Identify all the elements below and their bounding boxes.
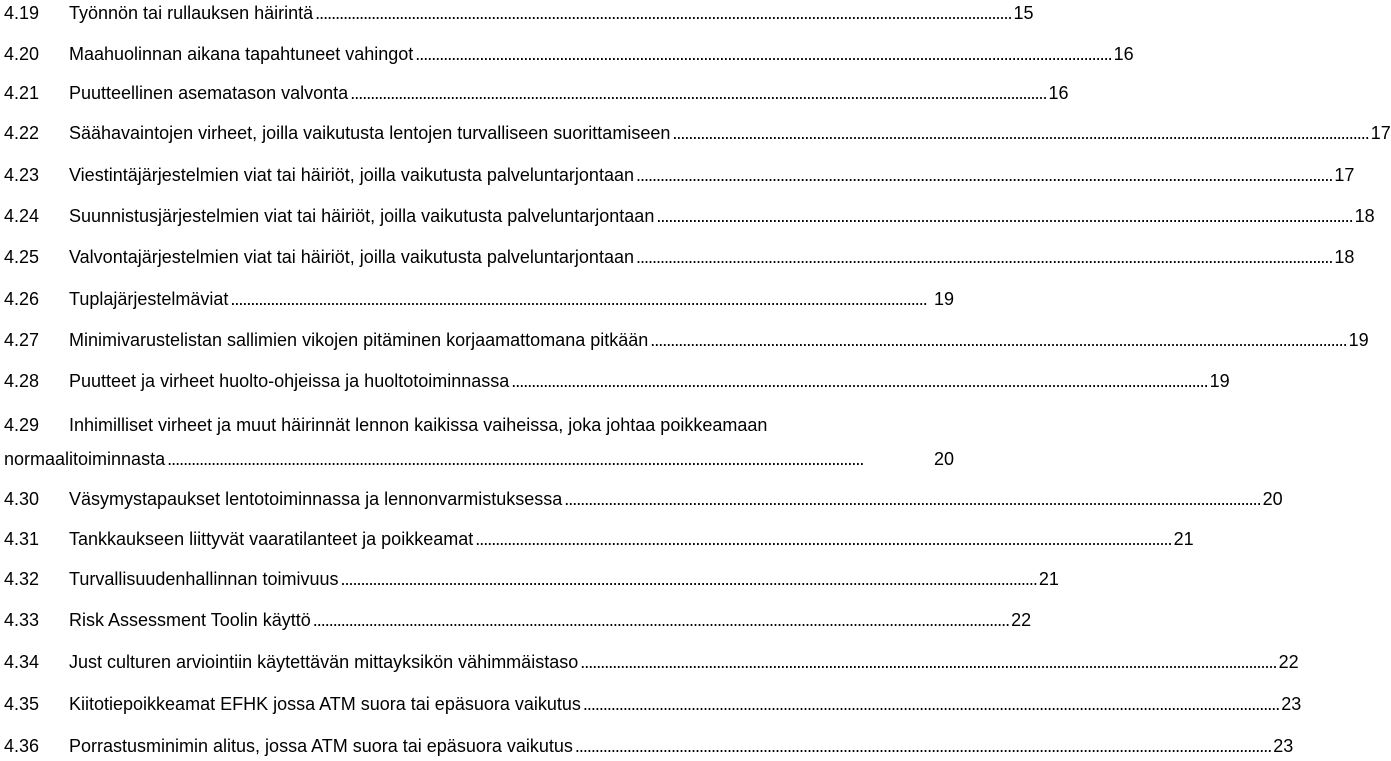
toc-entry-number: 4.28: [4, 371, 40, 391]
toc-entry-page: 15: [1013, 3, 1034, 23]
toc-entry-title-continued[interactable]: normaalitoiminnasta: [4, 449, 166, 469]
toc-entry[interactable]: [0, 122, 1391, 144]
toc-entry[interactable]: [0, 164, 1355, 186]
toc-entry-page: 19: [1348, 330, 1369, 350]
toc-entry-number: 4.26: [4, 289, 40, 309]
toc-entry[interactable]: [0, 288, 960, 310]
toc-entry-number: 4.30: [4, 489, 40, 509]
toc-entry-title[interactable]: Väsymystapaukset lentotoiminnassa ja lennonvarmistuksessa: [69, 489, 563, 509]
toc-entry-title[interactable]: Kiitotiepoikkeamat EFHK jossa ATM suora tai epäsuora vaikutus: [69, 694, 581, 714]
toc-entry[interactable]: [0, 609, 1032, 631]
toc-entry[interactable]: [0, 2, 1034, 24]
toc-entry-title[interactable]: Puutteellinen asematason valvonta: [69, 83, 349, 103]
toc-entry[interactable]: [0, 82, 1069, 104]
toc-leader-dots: [564, 488, 1258, 510]
toc-leader-dots: [583, 693, 1277, 715]
toc-entry[interactable]: [0, 43, 1134, 65]
toc-entry-page: 21: [1173, 529, 1194, 549]
toc-entry[interactable]: [0, 651, 1299, 673]
toc-entry-number: 4.23: [4, 165, 40, 185]
toc-entry[interactable]: [0, 528, 1194, 550]
toc-leader-dots: [340, 568, 1034, 590]
toc-entry-page: 16: [1048, 83, 1069, 103]
toc-entry-page: 16: [1113, 44, 1134, 64]
toc-entry-number: 4.21: [4, 83, 40, 103]
toc-entry[interactable]: [0, 205, 1375, 227]
toc-entry[interactable]: [0, 488, 1283, 510]
toc-leader-dots: [672, 122, 1366, 144]
toc-entry-number: 4.31: [4, 529, 40, 549]
toc-entry-number: 4.25: [4, 247, 40, 267]
toc-entry-number: 4.20: [4, 44, 40, 64]
toc-leader-dots: [313, 609, 1007, 631]
toc-entry-title[interactable]: Tuplajärjestelmäviat: [69, 289, 229, 309]
toc-entry-number: 4.27: [4, 330, 40, 350]
toc-entry-page: 17: [1370, 123, 1391, 143]
toc-entry-page: 20: [1262, 489, 1283, 509]
toc-leader-dots: [350, 82, 1044, 104]
toc-leader-dots: [230, 288, 930, 310]
toc-entry-page: 21: [1038, 569, 1059, 589]
toc-entry-number: 4.19: [4, 3, 40, 23]
toc-entry-title[interactable]: Viestintäjärjestelmien viat tai häiriöt, joilla vaikutusta palveluntarjontaan: [69, 165, 634, 185]
toc-entry-number: 4.32: [4, 569, 40, 589]
toc-entry-page: 19: [933, 289, 954, 309]
toc-entry[interactable]: [0, 246, 1355, 268]
toc-leader-dots: [475, 528, 1169, 550]
toc-entry-number: 4.22: [4, 123, 40, 143]
toc-leader-dots: [580, 651, 1274, 673]
toc-entry-page: 23: [1281, 694, 1302, 714]
toc-leader-dots: [656, 205, 1350, 227]
toc-entry[interactable]: [0, 370, 1230, 392]
toc-entry-title[interactable]: Suunnistusjärjestelmien viat tai häiriöt, joilla vaikutusta palveluntarjontaan: [69, 206, 655, 226]
toc-entry-page: 20: [933, 449, 954, 469]
toc-entry-page: 18: [1354, 206, 1375, 226]
toc-entry-title[interactable]: Porrastusminimin alitus, jossa ATM suora tai epäsuora vaikutus: [69, 736, 573, 756]
toc-entry[interactable]: [0, 568, 1059, 590]
toc-leader-dots: [167, 448, 930, 470]
toc-entry-number: 4.24: [4, 206, 40, 226]
toc-entry-number: 4.33: [4, 610, 40, 630]
toc-entry-title[interactable]: Säähavaintojen virheet, joilla vaikutusta lentojen turvalliseen suorittamiseen: [69, 123, 671, 143]
toc-leader-dots: [575, 735, 1269, 757]
toc-entry-page: 22: [1278, 652, 1299, 672]
toc-entry-title[interactable]: Risk Assessment Toolin käyttö: [69, 610, 311, 630]
toc-leader-dots: [511, 370, 1205, 392]
toc-entry-title[interactable]: Minimivarustelistan sallimien vikojen pitäminen korjaamattomana pitkään: [69, 330, 649, 350]
toc-entry-page: 17: [1334, 165, 1355, 185]
toc-leader-dots: [415, 43, 1109, 65]
toc-entry-number: 4.35: [4, 694, 40, 714]
toc-entry-title[interactable]: Tankkaukseen liittyvät vaaratilanteet ja poikkeamat: [69, 529, 474, 549]
toc-entry[interactable]: [0, 735, 1294, 757]
toc-entry-number: 4.34: [4, 652, 40, 672]
toc-leader-dots: [636, 246, 1330, 268]
toc-leader-dots: [315, 2, 1009, 24]
toc-entry-title[interactable]: Inhimilliset virheet ja muut häirinnät lennon kaikissa vaiheissa, joka johtaa poikkeamaan: [69, 415, 768, 435]
toc-entry-title[interactable]: Puutteet ja virheet huolto-ohjeissa ja huoltotoiminnassa: [69, 371, 510, 391]
toc-entry-title[interactable]: Työnnön tai rullauksen häirintä: [69, 3, 314, 23]
toc-entry-title[interactable]: Just culturen arviointiin käytettävän mittayksikön vähimmäistaso: [69, 652, 579, 672]
toc-entry-number: 4.29: [4, 415, 40, 435]
toc-entry[interactable]: [0, 329, 1369, 351]
toc-entry-title[interactable]: Turvallisuudenhallinnan toimivuus: [69, 569, 339, 589]
toc-entry-continuation[interactable]: [0, 448, 960, 470]
toc-entry-number: 4.36: [4, 736, 40, 756]
toc-entry-title[interactable]: Maahuolinnan aikana tapahtuneet vahingot: [69, 44, 414, 64]
toc-entry[interactable]: [0, 693, 1302, 715]
toc-entry-page: 22: [1011, 610, 1032, 630]
toc-leader-dots: [636, 164, 1330, 186]
toc-leader-dots: [650, 329, 1344, 351]
toc-entry-page: 23: [1273, 736, 1294, 756]
toc-entry-title[interactable]: Valvontajärjestelmien viat tai häiriöt, joilla vaikutusta palveluntarjontaan: [69, 247, 634, 267]
toc-entry-page: 19: [1209, 371, 1230, 391]
toc-entry-page: 18: [1334, 247, 1355, 267]
toc-entry[interactable]: [0, 414, 960, 436]
